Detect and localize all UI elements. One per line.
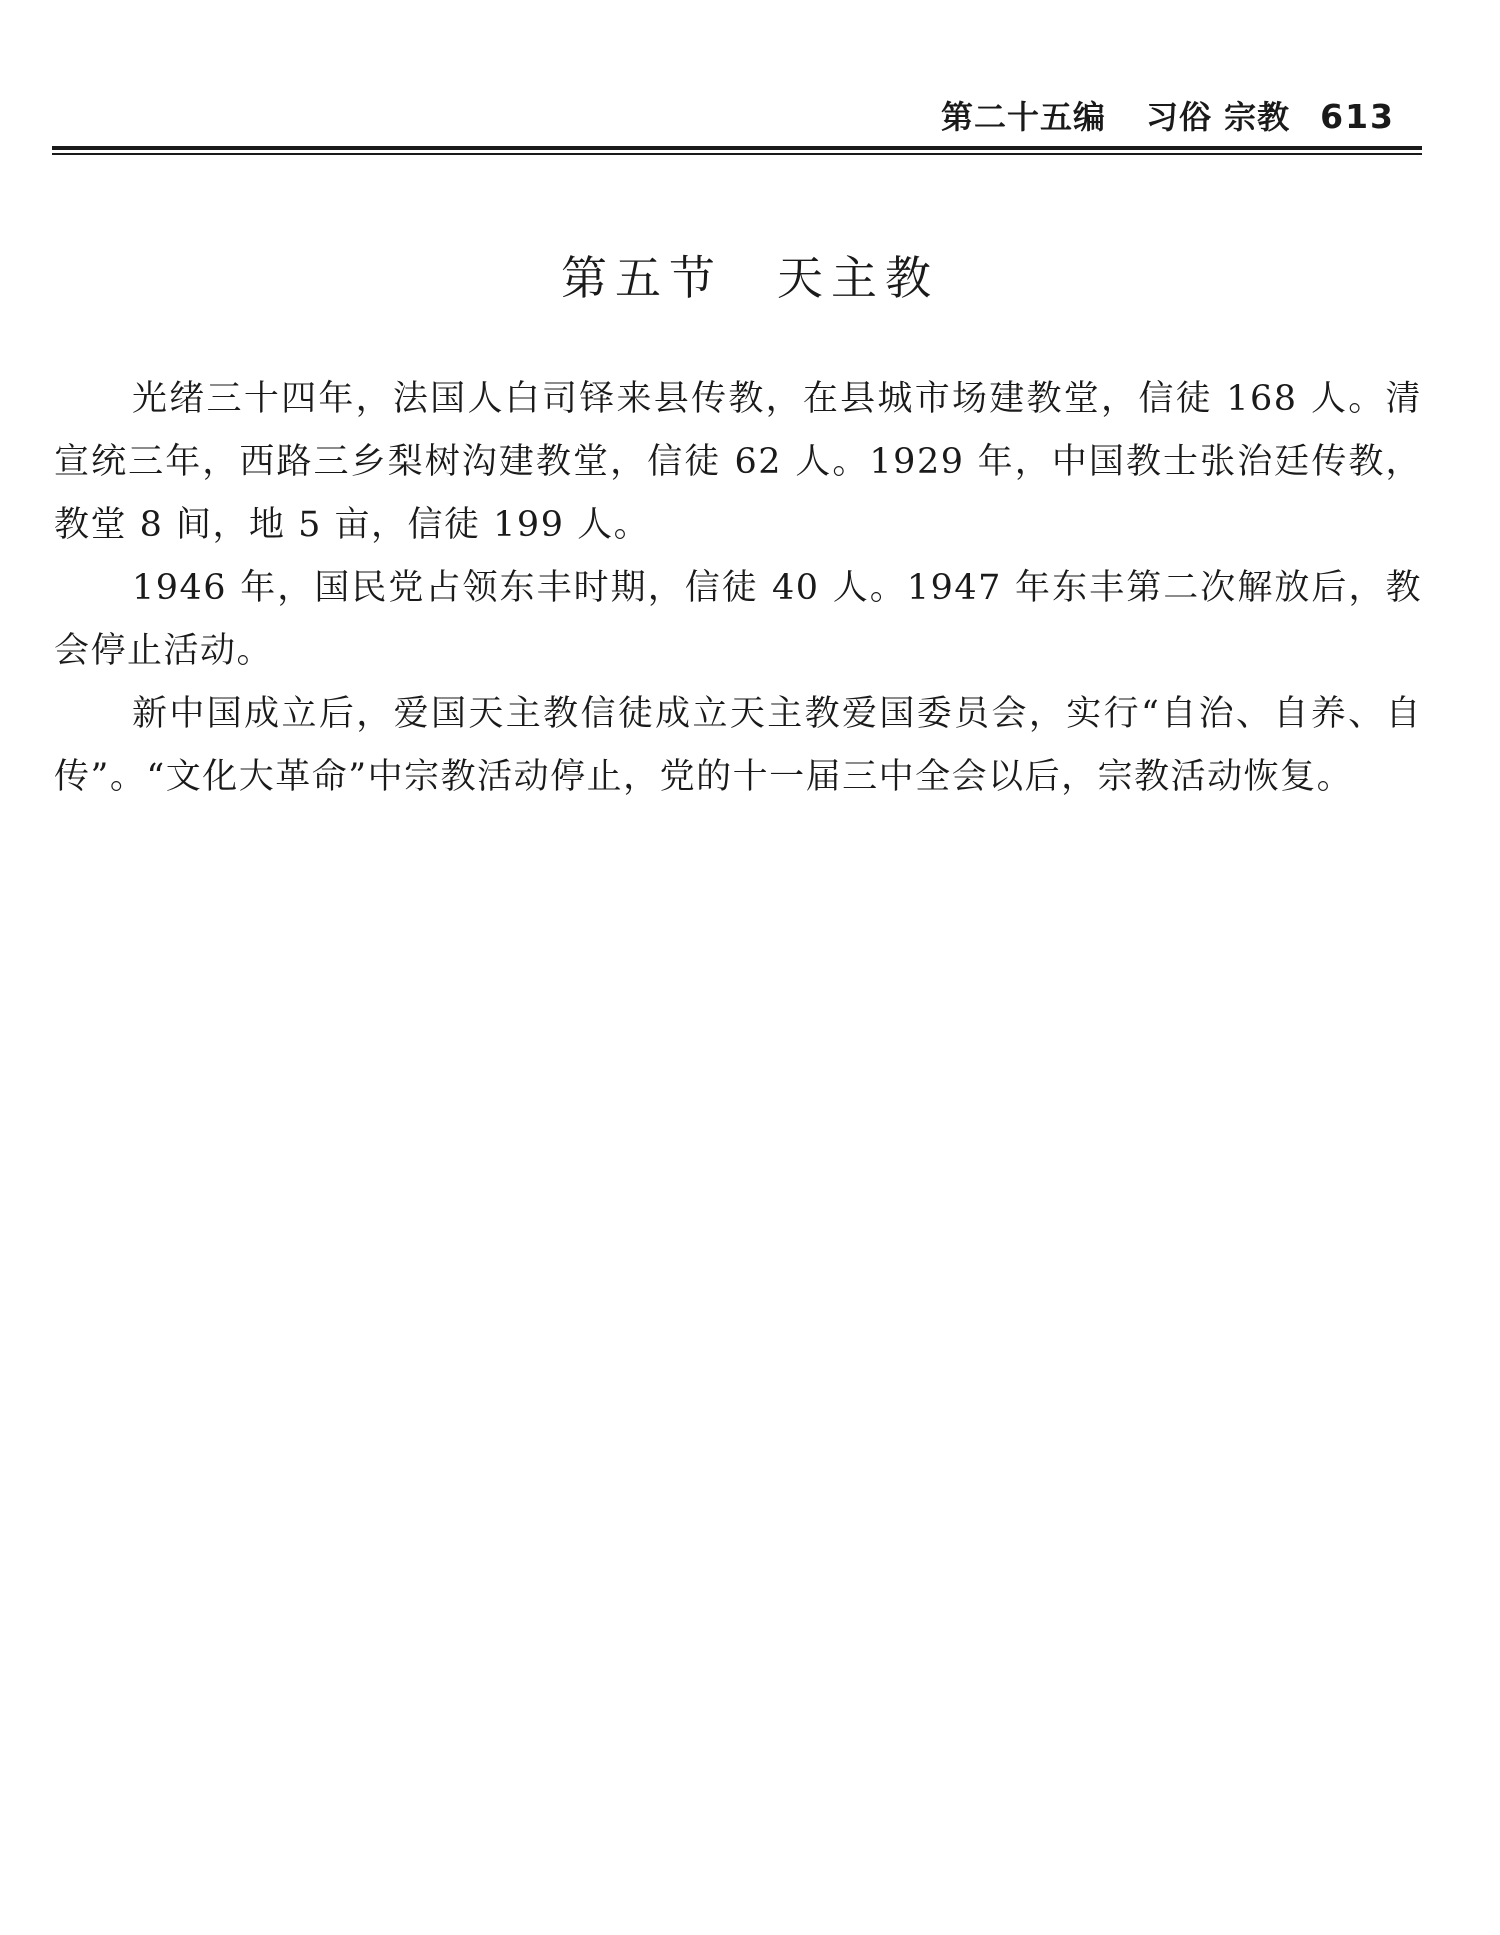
header-rule-thick — [52, 146, 1422, 150]
body-text — [54, 368, 1422, 809]
section-title: 第五节 天主教 — [561, 251, 939, 305]
paragraph: 光绪三十四年，法国人白司铎来县传教，在县城市场建教堂，信徒 168 人。清宣统三年，西路三乡梨树沟建教堂，信徒 62 人。1929 年，中国教士张治廷传教，教堂 8 间，地 5 亩，信徒 199 人。 — [54, 379, 1422, 545]
running-header — [941, 92, 1395, 138]
paragraph: 1946 年，国民党占领东丰时期，信徒 40 人。1947 年东丰第二次解放后，教会停止活动。 — [54, 568, 1422, 671]
page-number: 613 — [1320, 97, 1395, 136]
paragraph: 新中国成立后，爱国天主教信徒成立天主教爱国委员会，实行“自治、自养、自传”。“文化大革命”中宗教活动停止，党的十一届三中全会以后，宗教活动恢复。 — [54, 694, 1422, 797]
header-topic: 习俗 宗教 — [1145, 98, 1291, 136]
header-rule-thin — [52, 153, 1422, 155]
header-part: 第二十五编 — [940, 98, 1106, 136]
